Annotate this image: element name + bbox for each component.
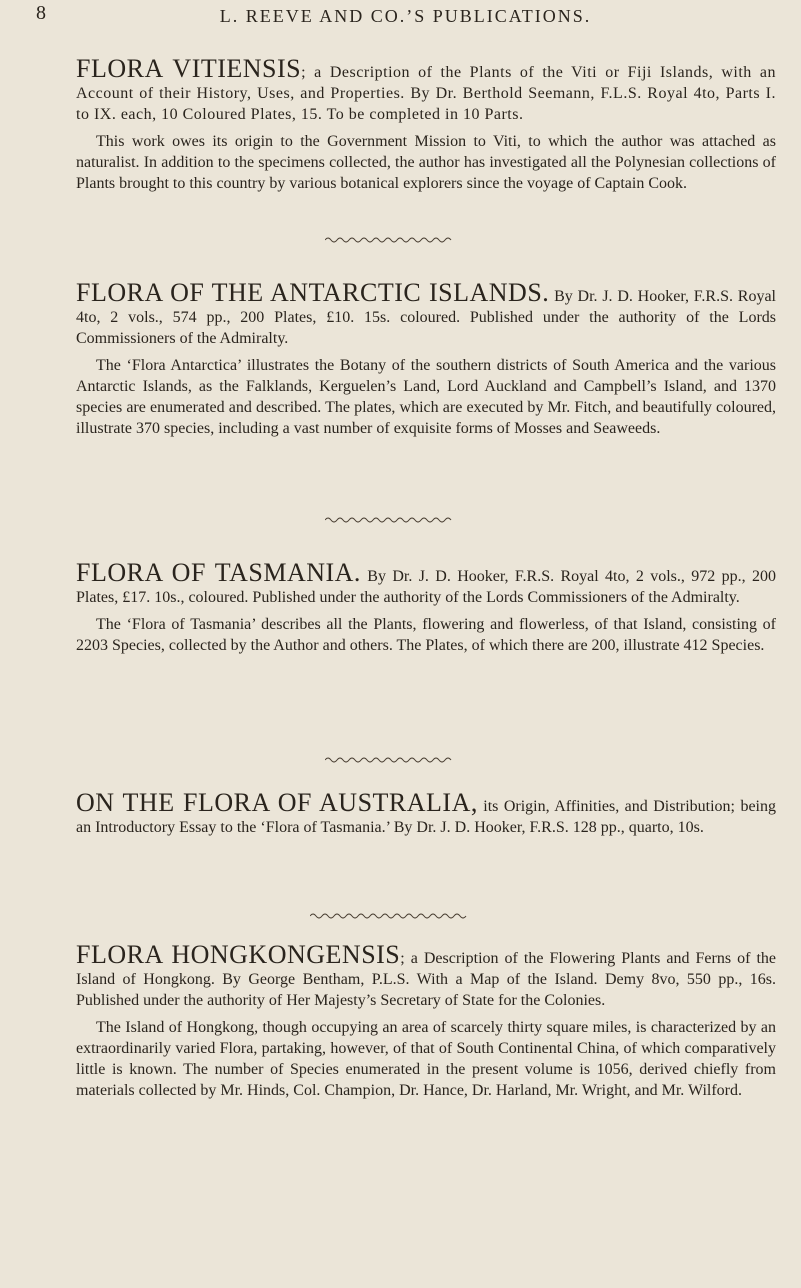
entry-heading	[76, 54, 776, 125]
entry-head-text: ; a Description of the Flowering Plants and Ferns of the Island of Hongkong. By George Bentham, P.L.S. With a Map of the Island. Demy 8vo, 550 pp., 16s. Published under the authority of Her Majesty’s Secretary of State for the Colonies.	[76, 950, 777, 1009]
wavy-divider	[325, 516, 455, 524]
entry-flora-australia	[76, 788, 776, 838]
entry-title: FLORA VITIENSIS	[76, 54, 302, 83]
entry-title: FLORA HONGKONGENSIS	[76, 940, 401, 969]
entry-heading	[76, 940, 777, 1011]
entry-description: The Island of Hongkong, though occupying an area of scarcely thirty square miles, is characterized by an extraordinarily varied Flora, partaking, however, of that of South Continental China, of which comparatively little is known. The number of Species enumerated in the present volume is 1056, derived chiefly from materials collected by Mr. Hinds, Col. Champion, Dr. Hance, Dr. Harland, Mr. Wright, and Mr. Wilford.	[76, 1019, 776, 1099]
wavy-divider	[325, 756, 455, 764]
entry-title: ON THE FLORA OF AUSTRALIA,	[76, 788, 478, 817]
entry-description: The ‘Flora Antarctica’ illustrates the Botany of the southern districts of South America and the various Antarctic Islands, as the Falklands, Kerguelen’s Land, Lord Auckland and Campbell’s Island, and 1370 species are enumerated and described. The plates, which are executed by Mr. Fitch, and beautifully coloured, illustrate 370 species, including a vast number of exquisite forms of Mosses and Seaweeds.	[76, 357, 776, 437]
entry-heading	[76, 278, 776, 349]
entry-description: The ‘Flora of Tasmania’ describes all the Plants, flowering and flowerless, of that Island, consisting of 2203 Species, collected by the Author and others. The Plates, of which there are 200, illustrate 412 Species.	[76, 616, 776, 654]
entry-flora-hongkongensis	[76, 940, 777, 1101]
entry-title: FLORA OF THE ANTARCTIC ISLANDS.	[76, 278, 550, 307]
entry-flora-antarctic	[76, 278, 776, 439]
entry-head-text: By Dr. J. D. Hooker, F.R.S. Royal 4to, 2 vols., 574 pp., 200 Plates, £10. 15s. coloured. Published under the authority of the Lords Commissioners of the Admiralty.	[76, 288, 776, 347]
running-head: L. REEVE AND CO.’S PUBLICATIONS.	[219, 6, 592, 26]
entry-description: This work owes its origin to the Government Mission to Viti, to which the author was attached as naturalist. In addition to the specimens collected, the author has investigated all the Polynesian collections of Plants brought to this country by various botanical explorers since the voyage of Captain Cook.	[76, 133, 776, 192]
entry-head-text: its Origin, Affinities, and Distribution; being an Introductory Essay to the ‘Flora of Tasmania.’ By Dr. J. D. Hooker, F.R.S. 128 pp., quarto, 10s.	[76, 798, 776, 836]
page-number: 8	[36, 2, 46, 24]
entry-head-text: By Dr. J. D. Hooker, F.R.S. Royal 4to, 2 vols., 972 pp., 200 Plates, £17. 10s., coloured. Published under the authority of the Lords Commissioners of the Admiralty.	[76, 568, 776, 606]
entry-head-text: ; a Description of the Plants of the Viti or Fiji Islands, with an Account of their History, Uses, and Properties. By Dr. Berthold Seemann, F.L.S. Royal 4to, Parts I. to IX. each, 10 Coloured Plates, 15. To be completed in 10 Parts.	[76, 64, 776, 123]
entry-heading	[76, 788, 776, 838]
wavy-divider	[325, 236, 455, 244]
wavy-divider	[310, 912, 470, 920]
entry-heading	[76, 558, 776, 608]
entry-title: FLORA OF TASMANIA.	[76, 558, 361, 587]
entry-flora-tasmania	[76, 558, 776, 656]
entry-flora-vitiensis	[76, 54, 776, 194]
